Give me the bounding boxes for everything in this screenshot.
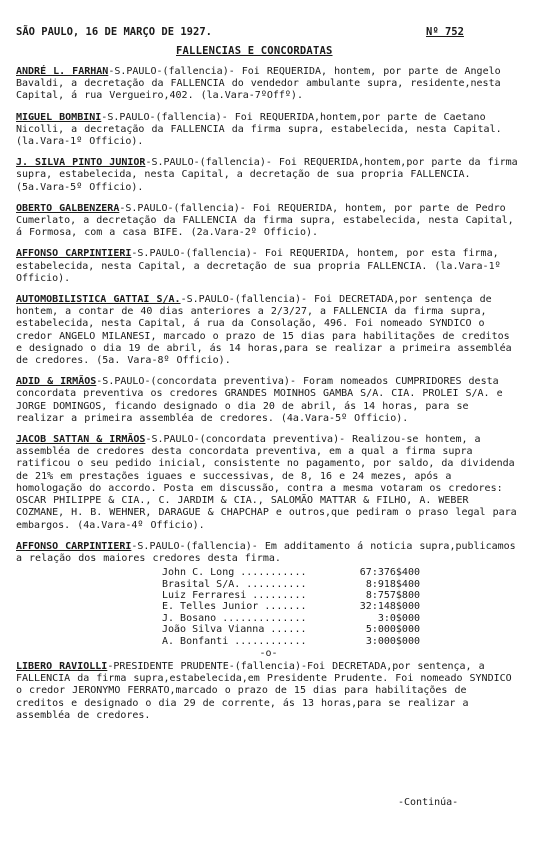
entries-list <box>16 66 521 731</box>
entry-text: -S.PAULO-(concordata preventiva)- Realizou-se hontem, a assembléa de credores desta concordata preventiva, em a qual a firma supra ratificou o seu pedido inicial, consistente no pagamento, por saldo, da dividenda de 21% em prestações iguaes e successivas, de 8, 16 e 24 mezes, após a homologação do accordo. Posta em discussão, contra a mesma votaram os credores: OSCAR PHILIPPE & CIA., C. JARDIM & CIA., SALOMÃO MATTAR & FILHO, A. WEBER COZMANE, H. B. WEHNER, DARAGUE & CHAPCHAP e outros,que pediram o praso legal para embargos. (4a.Vara-4º Officio). <box>16 434 517 531</box>
creditors-list <box>162 567 521 647</box>
creditor-amount: 5:000$000 <box>365 624 420 636</box>
entry-text: -S.PAULO-(fallencia)- Foi REQUERIDA,hontem,por parte de Caetano Nicolli, a decretação da FALLENCIA da firma supra, estabelecida, nesta Capital. (la.Vara-1º Officio). <box>16 111 502 148</box>
creditor-row <box>162 636 420 647</box>
separator-mark: -o- <box>259 647 278 659</box>
entry-name: ANDRÉ L. FARHAN <box>16 66 109 77</box>
creditor-amount: 3:000$000 <box>365 635 420 647</box>
entry-text: -S.PAULO-(fallencia)- Foi DECRETADA,por sentença de hontem, a contar de 40 dias anteriores a 2/3/27, a FALLENCIA da firma supra, estabelecida, nesta Capital, á rua da Consolação, 496. Foi nomeado SYNDICO o credor ANGELO MILANESI, marcado o prazo de 15 dias para habilitações de creditos e designado o dia 19 de abril, ás 14 horas,para se realizar a primeira assembléa de credores. (5a. Vara-8º Officio). <box>16 294 512 367</box>
creditor-name: João Silva Vianna ...... <box>162 624 307 636</box>
entry-text: -S.PAULO-(fallencia)- Foi REQUERIDA,hontem,por parte da firma supra, estabelecida, nesta Capital, a decretação de sua propria FALLENCIA. (5a.Vara-5º Officio). <box>16 157 518 193</box>
creditor-name: John C. Long ........... <box>162 567 307 579</box>
entry-oberto-galbenzera <box>16 203 521 240</box>
entry-name: MIGUEL BOMBINI <box>16 111 102 123</box>
entry-text: -S.PAULO-(fallencia)- Foi REQUERIDA, hontem, por parte de Pedro Cumerlato, a decretação da FALLENCIA da firma supra, estabelecida, nesta Capital, á Formosa, com a casa BIFE. (2a.Vara-2º Officio). <box>16 202 514 239</box>
creditor-name: Brasital S/A. .......... <box>162 578 307 590</box>
section-title: FALLENCIAS E CONCORDATAS <box>176 45 333 57</box>
creditor-amount: 32:148$000 <box>359 601 420 613</box>
bulletin-number: Nº 752 <box>426 26 464 38</box>
creditor-amount: 8:918$400 <box>365 578 420 590</box>
entry-name: AFFONSO CARPINTIERI <box>16 540 132 552</box>
creditor-name: Luiz Ferraresi ......... <box>162 589 307 601</box>
entry-text: -S.PAULO-(fallencia)- Em additamento á noticia supra,publicamos a relação dos maiores credores desta firma. <box>16 540 516 564</box>
entry-name: J. SILVA PINTO JUNIOR <box>16 157 146 169</box>
creditor-amount: 8:757$800 <box>365 589 420 601</box>
creditor-row <box>162 613 420 624</box>
entry-text: -S.PAULO-(fallencia)- Foi REQUERIDA, hontem, por esta firma, estabelecida, nesta Capital, a decretação de sua propria FALLENCIA. (la.Vara-1º Officio). <box>16 248 501 284</box>
entry-jacob-sattan <box>16 434 521 532</box>
creditor-row <box>162 601 420 612</box>
entry-miguel-bombini <box>16 112 521 149</box>
entry-name: AUTOMOBILISTICA GATTAI S/A. <box>16 294 181 306</box>
creditor-amount: 67:376$400 <box>359 567 420 579</box>
entry-automobilistica-gattai <box>16 294 521 367</box>
continues-marker: -Continúa- <box>398 797 459 808</box>
entry-name: OBERTO GALBENZERA <box>16 202 120 214</box>
creditor-name: E. Telles Junior ....... <box>162 601 307 613</box>
creditor-name: A. Bonfanti ............ <box>162 635 307 647</box>
creditor-amount: 3:0$000 <box>377 612 420 624</box>
entry-silva-pinto <box>16 157 521 194</box>
creditor-name: J. Bosano .............. <box>162 612 307 624</box>
entry-name: AFFONSO CARPINTIERI <box>16 248 132 260</box>
header-date: SÃO PAULO, 16 DE MARÇO DE 1927. <box>16 26 212 38</box>
entry-text: -PRESIDENTE PRUDENTE-(fallencia)-Foi DECRETADA,por sentença, a FALLENCIA da firma supra,estabelecida,em Presidente Prudente. Foi nomeado SYNDICO o credor JERONYMO FERRATO,marcado o prazo de 15 dias para habilitações de creditos e designado o dia 29 de corrente, ás 13 horas,para se realizar a assembléa de credores. <box>16 660 512 721</box>
entry-affonso-carpintieri-addendum <box>16 541 521 565</box>
entry-libero-raviolli <box>16 661 521 722</box>
creditor-row <box>162 579 420 590</box>
creditor-row <box>162 567 420 578</box>
entry-text: -S.PAULO-(fallencia)- Foi REQUERIDA, hontem, por parte de Angelo Bavaldi, a decretação da FALLENCIA do vendedor ambulante supra, residente,nesta Capital, á rua Vergueiro,402. (la.Vara-7ºOffº). <box>16 66 501 102</box>
entry-affonso-carpintieri <box>16 248 521 285</box>
entry-name: JACOB SATTAN & IRMÃOS <box>16 434 146 446</box>
document-header <box>16 26 476 40</box>
entry-text: -S.PAULO-(concordata preventiva)- Foram nomeados CUMPRIDORES desta concordata preventiva os credores GRANDES MOINHOS GAMBA S/A. CIA. PROLEI S/A. e JORGE DOMINGOS, ficando designado o dia 20 de abril, ás 14 horas, para se realizar a primeira assembléa de credores. (4a.Vara-5º Officio). <box>16 376 503 424</box>
entry-name: LIBERO RAVIOLLI <box>16 660 108 672</box>
entry-adid-irmaos <box>16 376 521 425</box>
entry-andre-farhan <box>16 66 521 103</box>
entry-name: ADID & IRMÃOS <box>16 376 97 388</box>
creditor-row <box>162 624 420 635</box>
creditor-row <box>162 590 420 601</box>
